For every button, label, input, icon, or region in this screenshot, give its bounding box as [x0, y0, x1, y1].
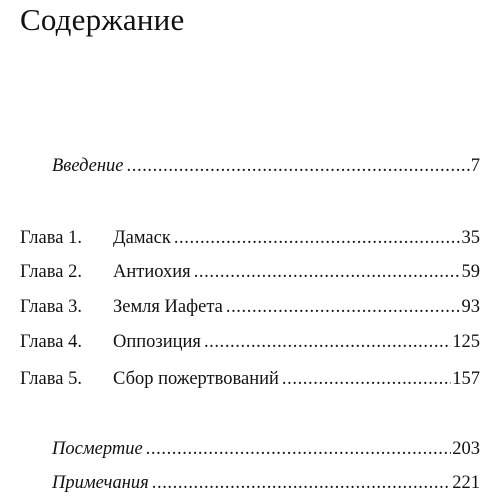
dot-leader — [226, 294, 461, 320]
chapter-number: Глава 3. — [20, 297, 82, 317]
dot-leader — [194, 259, 461, 285]
dot-leader — [174, 225, 461, 251]
dot-leader — [127, 153, 470, 179]
toc-entry-chapter-3[interactable] — [20, 294, 480, 320]
toc-entry-notes[interactable] — [52, 470, 480, 496]
chapter-number: Глава 5. — [20, 369, 82, 389]
toc-entry-title: Посмертие — [52, 439, 143, 459]
toc-page-number: 157 — [452, 369, 480, 389]
toc-page-number: 221 — [452, 473, 480, 493]
chapter-number: Глава 2. — [20, 262, 82, 282]
toc-page-number: 93 — [461, 297, 480, 317]
chapter-number: Глава 1. — [20, 228, 82, 248]
chapter-title: Дамаск — [113, 228, 171, 248]
chapter-title: Оппозиция — [113, 332, 201, 352]
toc-page-number: 59 — [461, 262, 480, 282]
dot-leader — [146, 436, 452, 462]
toc-entry-afterlife[interactable] — [52, 436, 480, 462]
chapter-title: Антиохия — [113, 262, 191, 282]
chapter-number: Глава 4. — [20, 332, 82, 352]
dot-leader — [152, 470, 452, 496]
toc-page-number: 203 — [452, 439, 480, 459]
toc-page-number: 35 — [461, 228, 480, 248]
toc-entry-title: Примечания — [52, 473, 149, 493]
toc-page-number: 125 — [452, 332, 480, 352]
chapter-title: Земля Иафета — [113, 297, 223, 317]
chapter-title: Сбор пожертвований — [113, 369, 279, 389]
toc-entry-chapter-1[interactable] — [20, 225, 480, 251]
toc-entry-chapter-4[interactable] — [20, 329, 480, 355]
page-title: Содержание — [20, 2, 185, 37]
toc-entry-introduction[interactable] — [52, 153, 480, 179]
toc-entry-chapter-5[interactable] — [20, 366, 480, 392]
toc-entry-chapter-2[interactable] — [20, 259, 480, 285]
toc-page-number: 7 — [470, 156, 480, 176]
dot-leader — [204, 329, 451, 355]
dot-leader — [282, 366, 451, 392]
toc-entry-title: Введение — [52, 156, 124, 176]
